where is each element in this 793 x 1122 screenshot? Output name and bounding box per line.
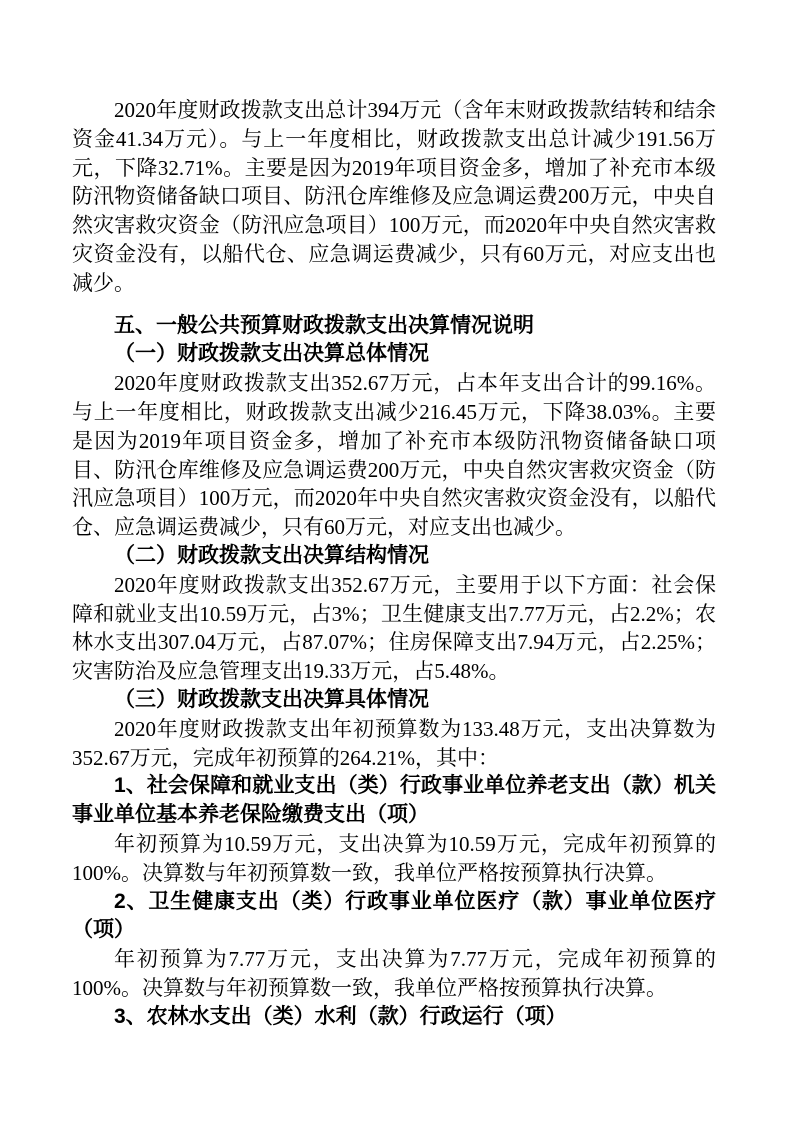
heading-subsection-2-structure-situation: （二）财政拨款支出决算结构情况 [114,543,429,567]
heading-subsection-1-overall-situation: （一）财政拨款支出决算总体情况 [114,342,429,366]
heading-item-2-health: 2、卫生健康支出（类）行政事业单位医疗（款）事业单位医疗（项） [72,889,716,942]
heading-subsection-3-specific-situation: （三）财政拨款支出决算具体情况 [114,687,429,711]
heading-item-1-social-security-employment: 1、社会保障和就业支出（类）行政事业单位养老支出（款）机关事业单位基本养老保险缴费支出（项） [72,774,716,827]
para-specific-intro: 2020年度财政拨款支出年初预算数为133.48万元，支出决算数为352.67万元，完成年初预算的264.21%，其中： [72,716,716,770]
para-item-1-detail: 年初预算为10.59万元，支出决算为10.59万元，完成年初预算的100%。决算数与年初预算数一致，我单位严格按预算执行决算。 [72,831,716,885]
para-item-2-detail: 年初预算为7.77万元，支出决算为7.77万元，完成年初预算的100%。决算数与年初预算数一致，我单位严格按预算执行决算。 [72,947,716,1000]
heading-item-3-agriculture-forestry-water: 3、农林水支出（类）水利（款）行政运行（项） [114,1004,567,1028]
para-expenditure-structure: 2020年度财政拨款支出352.67万元，主要用于以下方面：社会保障和就业支出10.59万元，占3%；卫生健康支出7.77万元，占2.2%；农林水支出307.04万元，占87.07%；住房保障支出7.94万元，占2.25%；灾害防治及应急管理支出19.33万元，占5.48%。 [72,572,716,684]
document-body [72,96,716,1032]
para-fiscal-grant-expenditure-total: 2020年度财政拨款支出总计394万元（含年末财政拨款结转和结余资金41.34万元）。与上一年度相比，财政拨款支出总计减少191.56万元，下降32.71%。主要是因为2019年项目资金多，增加了补充市本级防汛物资储备缺口项目、防汛仓库维修及应急调运费200万元，中央自然灾害救灾资金（防汛应急项目）100万元，而2020年中央自然灾害救灾资金没有，以船代仓、应急调运费减少，只有60万元，对应支出也减少。 [72,98,716,295]
para-overall-situation: 2020年度财政拨款支出352.67万元，占本年支出合计的99.16%。与上一年度相比，财政拨款支出减少216.45万元，下降38.03%。主要是因为2019年项目资金多，增加了补充市本级防汛物资储备缺口项目、防汛仓库维修及应急调运费200万元，中央自然灾害救灾资金（防汛应急项目）100万元，而2020年中央自然灾害救灾资金没有，以船代仓、应急调运费减少，只有60万元，对应支出也减少。 [72,371,716,540]
heading-section-5-general-public-budget: 五、一般公共预算财政拨款支出决算情况说明 [114,313,534,337]
